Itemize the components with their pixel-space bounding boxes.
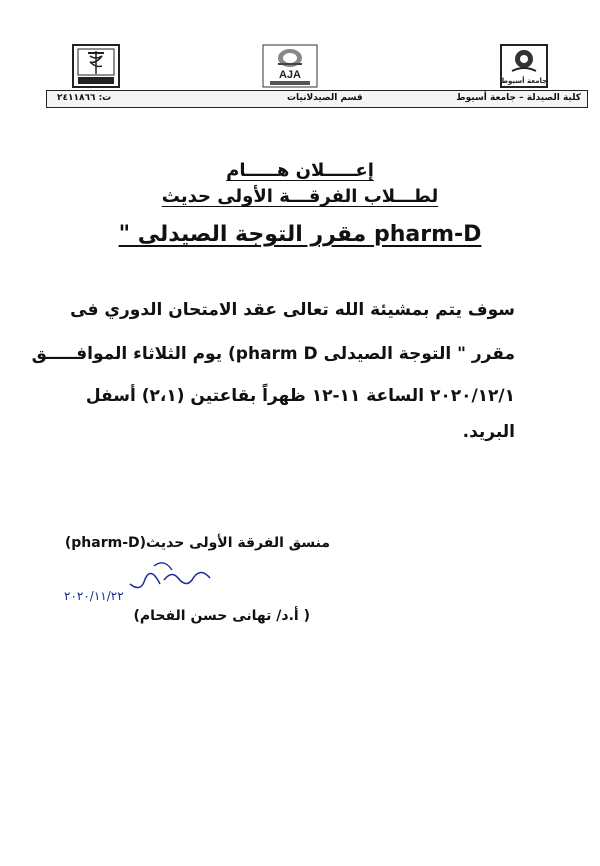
professor-name: ( أ.د/ تهانى حسن الفحام) (133, 608, 310, 624)
pharmacy-faculty-logo (72, 44, 120, 88)
course-title: pharm-D مقرر التوجة الصيدلى " (118, 222, 482, 247)
phone-number: ت: ٢٤١١٨٦٦ (57, 93, 112, 103)
body-line-2: مقرر " التوجة الصيدلى pharm D) يوم الثلاثاء الموافـــــق (31, 344, 515, 364)
body-line-4: البريد. (462, 422, 515, 442)
announcement-heading: إعـــــلان هـــــام (226, 160, 374, 181)
body-line-3: ٢٠٢٠/١٢/١ الساعة ١١-١٢ ظهراً بقاعتين (٢،١) أسفل (85, 386, 515, 406)
announcement-subheading: لطـــلاب الفرقـــة الأولى حديث (161, 186, 439, 207)
signature-date: ٢٠٢٠/١١/٢٢ (64, 589, 124, 603)
faculty-name: كلية الصيدلة – جامعة أسيوط (456, 93, 581, 103)
handwritten-signature (60, 556, 230, 606)
faculty-info-bar (46, 90, 588, 108)
coordinator-label: منسق الفرقة الأولى حديث(pharm-D) (64, 535, 330, 551)
assiut-university-logo (500, 44, 548, 88)
aja-logo (262, 44, 318, 88)
department-name: قسم الصيدلانيات (287, 93, 363, 103)
svg-text:AJA: AJA (278, 69, 302, 81)
svg-text:جامعة أسيوط: جامعة أسيوط (500, 77, 548, 85)
body-line-1: سوف يتم بمشيئة الله تعالى عقد الامتحان الدوري فى (70, 300, 515, 320)
